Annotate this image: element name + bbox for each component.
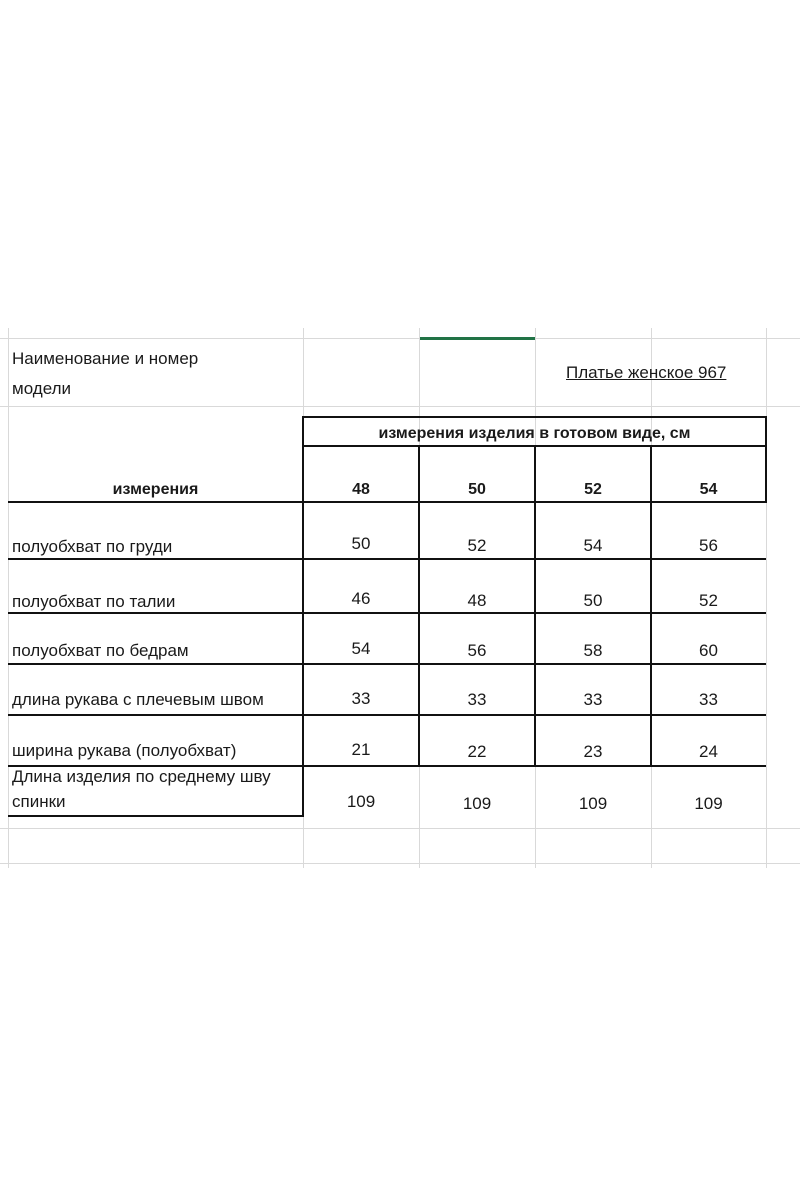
- table-cell[interactable]: 48: [467, 591, 487, 610]
- table-border: [8, 558, 766, 560]
- size-header[interactable]: 52: [584, 481, 602, 498]
- grid-line: [0, 338, 800, 339]
- table-cell[interactable]: 50: [351, 534, 371, 553]
- active-column-marker: [420, 337, 535, 340]
- table-cell[interactable]: 109: [694, 794, 723, 813]
- size-header[interactable]: 50: [468, 481, 486, 498]
- row-label[interactable]: полуобхват по талии: [12, 592, 176, 611]
- table-cell[interactable]: 109: [462, 794, 492, 813]
- row-label[interactable]: длина рукава с плечевым швом: [12, 690, 264, 709]
- grid-line: [8, 328, 9, 868]
- table-cell[interactable]: 22: [467, 742, 487, 761]
- table-cell[interactable]: 60: [699, 641, 718, 660]
- model-label[interactable]: Наименование и номер: [12, 349, 199, 368]
- table-cell[interactable]: 21: [351, 740, 371, 759]
- table-cell[interactable]: 52: [699, 591, 718, 610]
- table-cell[interactable]: 33: [583, 690, 603, 709]
- table-cell[interactable]: 54: [351, 639, 371, 658]
- model-label-line2[interactable]: модели: [12, 379, 71, 398]
- row-label[interactable]: Длина изделия по среднему шву: [12, 767, 271, 786]
- table-border: [8, 663, 766, 665]
- table-cell[interactable]: 58: [583, 641, 603, 660]
- grid-line: [0, 406, 800, 407]
- grid-line: [0, 863, 800, 864]
- table-cell[interactable]: 56: [467, 641, 487, 660]
- row-label[interactable]: ширина рукава (полуобхват): [12, 741, 237, 760]
- table-cell[interactable]: 23: [583, 742, 603, 761]
- table-cell[interactable]: 33: [351, 689, 371, 708]
- table-border: [8, 815, 304, 817]
- table-border: [303, 416, 766, 418]
- table-border: [8, 714, 766, 716]
- table-cell[interactable]: 109: [578, 794, 608, 813]
- table-cell[interactable]: 46: [351, 589, 371, 608]
- table-cell[interactable]: 109: [346, 792, 376, 811]
- table-border: [8, 501, 766, 503]
- grid-line: [0, 828, 800, 829]
- table-cell[interactable]: 33: [467, 690, 487, 709]
- table-cell[interactable]: 24: [699, 742, 718, 761]
- row-label[interactable]: полуобхват по бедрам: [12, 641, 189, 660]
- table-cell[interactable]: 50: [583, 591, 603, 610]
- size-header[interactable]: 54: [699, 481, 718, 498]
- table-cell[interactable]: 54: [583, 536, 603, 555]
- table-cell[interactable]: 52: [467, 536, 487, 555]
- row-label-line2[interactable]: спинки: [12, 792, 66, 811]
- table-cell[interactable]: 33: [699, 690, 718, 709]
- table-border: [8, 612, 766, 614]
- row-label[interactable]: полуобхват по груди: [12, 537, 173, 556]
- grid-line: [766, 328, 767, 868]
- table-cell[interactable]: 56: [699, 536, 718, 555]
- size-header[interactable]: 48: [352, 481, 370, 498]
- group-header[interactable]: измерения изделия в готовом виде, см: [378, 425, 691, 442]
- model-value[interactable]: Платье женское 967: [566, 363, 727, 382]
- spreadsheet-area: [0, 328, 800, 868]
- row-header[interactable]: измерения: [112, 481, 199, 498]
